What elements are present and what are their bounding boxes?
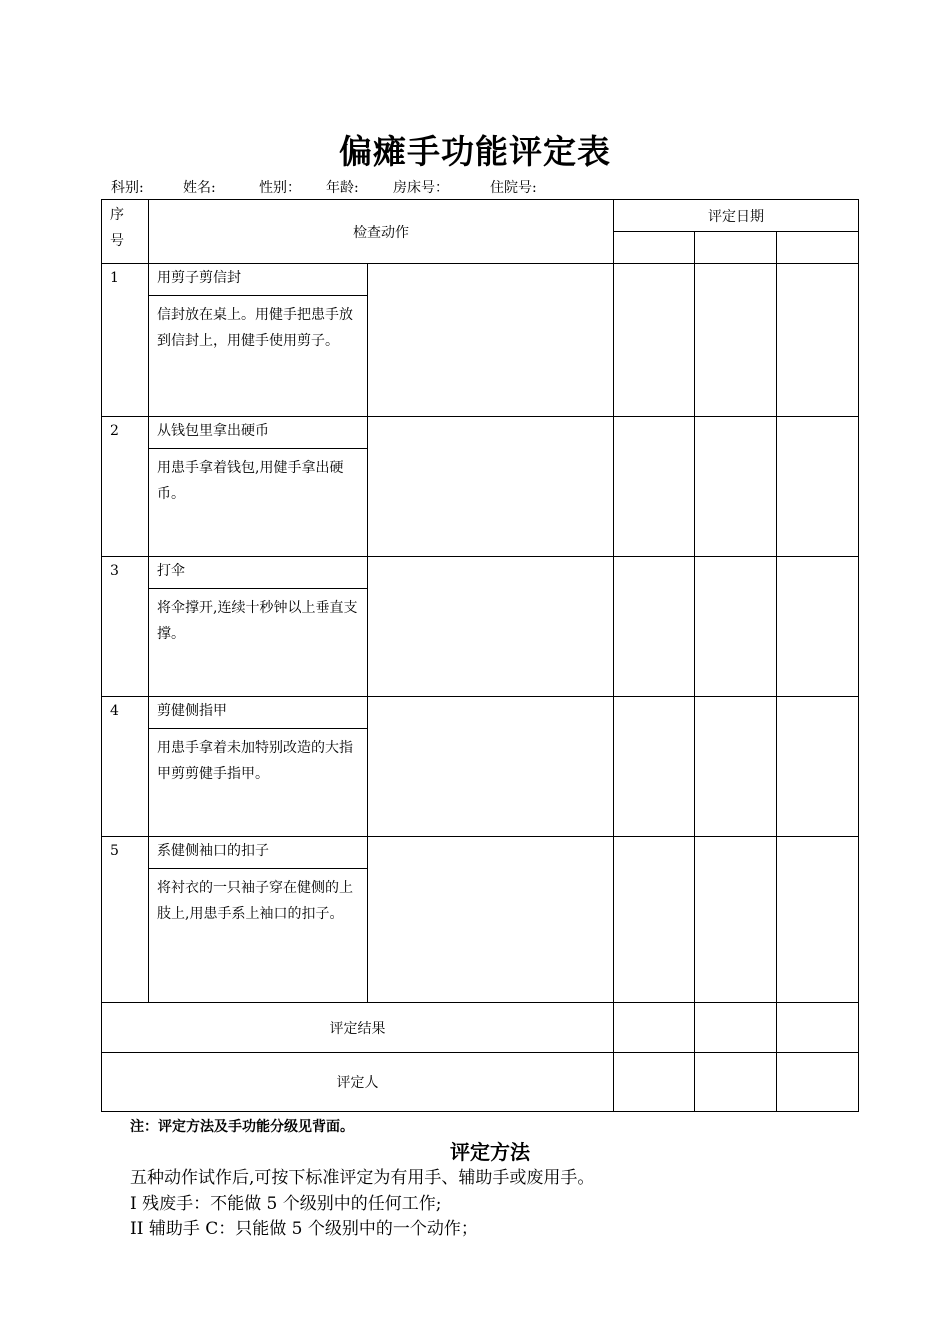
score-cell[interactable] <box>777 417 859 557</box>
assessor-cell[interactable] <box>777 1053 859 1112</box>
assessment-table <box>101 199 859 1112</box>
score-cell[interactable] <box>614 697 695 837</box>
row-num: 3 <box>102 557 149 697</box>
header-action: 检查动作 <box>149 200 614 264</box>
score-cell[interactable] <box>777 697 859 837</box>
score-cell[interactable] <box>695 417 777 557</box>
department-label: 科别: <box>111 180 144 196</box>
action-title: 从钱包里拿出硬币 <box>149 417 367 449</box>
score-cell[interactable] <box>777 557 859 697</box>
row-num: 2 <box>102 417 149 557</box>
action-note-cell[interactable] <box>368 417 614 557</box>
result-label: 评定结果 <box>102 1003 614 1053</box>
score-cell[interactable] <box>777 837 859 1003</box>
method-title: 评定方法 <box>450 1140 530 1164</box>
assessor-cell[interactable] <box>695 1053 777 1112</box>
result-cell[interactable] <box>614 1003 695 1053</box>
action-desc: 用患手拿着未加特别改造的大指甲剪剪健手指甲。 <box>157 740 353 782</box>
action-note-cell[interactable] <box>368 697 614 837</box>
assessor-cell[interactable] <box>614 1053 695 1112</box>
table-row <box>102 697 859 837</box>
action-desc: 将衬衣的一只袖子穿在健侧的上肢上,用患手系上袖口的扣子。 <box>157 880 353 922</box>
action-title: 用剪子剪信封 <box>149 264 367 296</box>
sex-label: 性别： <box>259 180 301 196</box>
score-cell[interactable] <box>695 697 777 837</box>
action-desc: 用患手拿着钱包,用健手拿出硬币。 <box>157 460 344 502</box>
header-date: 评定日期 <box>614 200 859 232</box>
age-label: 年龄: <box>326 180 359 196</box>
score-cell[interactable] <box>614 837 695 1003</box>
bed-label: 房床号： <box>393 180 449 196</box>
date-cell[interactable] <box>614 232 695 264</box>
row-num: 1 <box>102 264 149 417</box>
name-label: 姓名: <box>183 180 216 196</box>
header-num: 序号 <box>102 200 149 264</box>
score-cell[interactable] <box>614 557 695 697</box>
row-num: 5 <box>102 837 149 1003</box>
method-line: II 辅助手 C：只能做 5 个级别中的一个动作； <box>130 1219 478 1239</box>
date-cell[interactable] <box>777 232 859 264</box>
action-title: 剪健侧指甲 <box>149 697 367 729</box>
action-title: 系健侧袖口的扣子 <box>149 837 367 869</box>
score-cell[interactable] <box>777 264 859 417</box>
assessor-label: 评定人 <box>102 1053 614 1112</box>
score-cell[interactable] <box>614 264 695 417</box>
action-note-cell[interactable] <box>368 837 614 1003</box>
result-cell[interactable] <box>777 1003 859 1053</box>
action-desc: 将伞撑开,连续十秒钟以上垂直支撑。 <box>157 600 358 642</box>
row-num: 4 <box>102 697 149 837</box>
method-line: 五种动作试作后,可按下标准评定为有用手、辅助手或废用手。 <box>130 1168 595 1188</box>
admission-label: 住院号: <box>490 180 537 196</box>
score-cell[interactable] <box>695 557 777 697</box>
footnote: 注：评定方法及手功能分级见背面。 <box>130 1119 354 1135</box>
table-row <box>102 417 859 557</box>
table-row <box>102 837 859 1003</box>
method-line: I 残废手：不能做 5 个级别中的任何工作; <box>130 1194 442 1214</box>
action-note-cell[interactable] <box>368 557 614 697</box>
score-cell[interactable] <box>695 264 777 417</box>
result-cell[interactable] <box>695 1003 777 1053</box>
table-row <box>102 557 859 697</box>
table-row <box>102 264 859 417</box>
action-desc: 信封放在桌上。用健手把患手放到信封上，用健手使用剪子。 <box>157 307 353 349</box>
action-note-cell[interactable] <box>368 264 614 417</box>
date-cell[interactable] <box>695 232 777 264</box>
page-title: 偏瘫手功能评定表 <box>339 132 611 171</box>
score-cell[interactable] <box>614 417 695 557</box>
score-cell[interactable] <box>695 837 777 1003</box>
action-title: 打伞 <box>149 557 367 589</box>
